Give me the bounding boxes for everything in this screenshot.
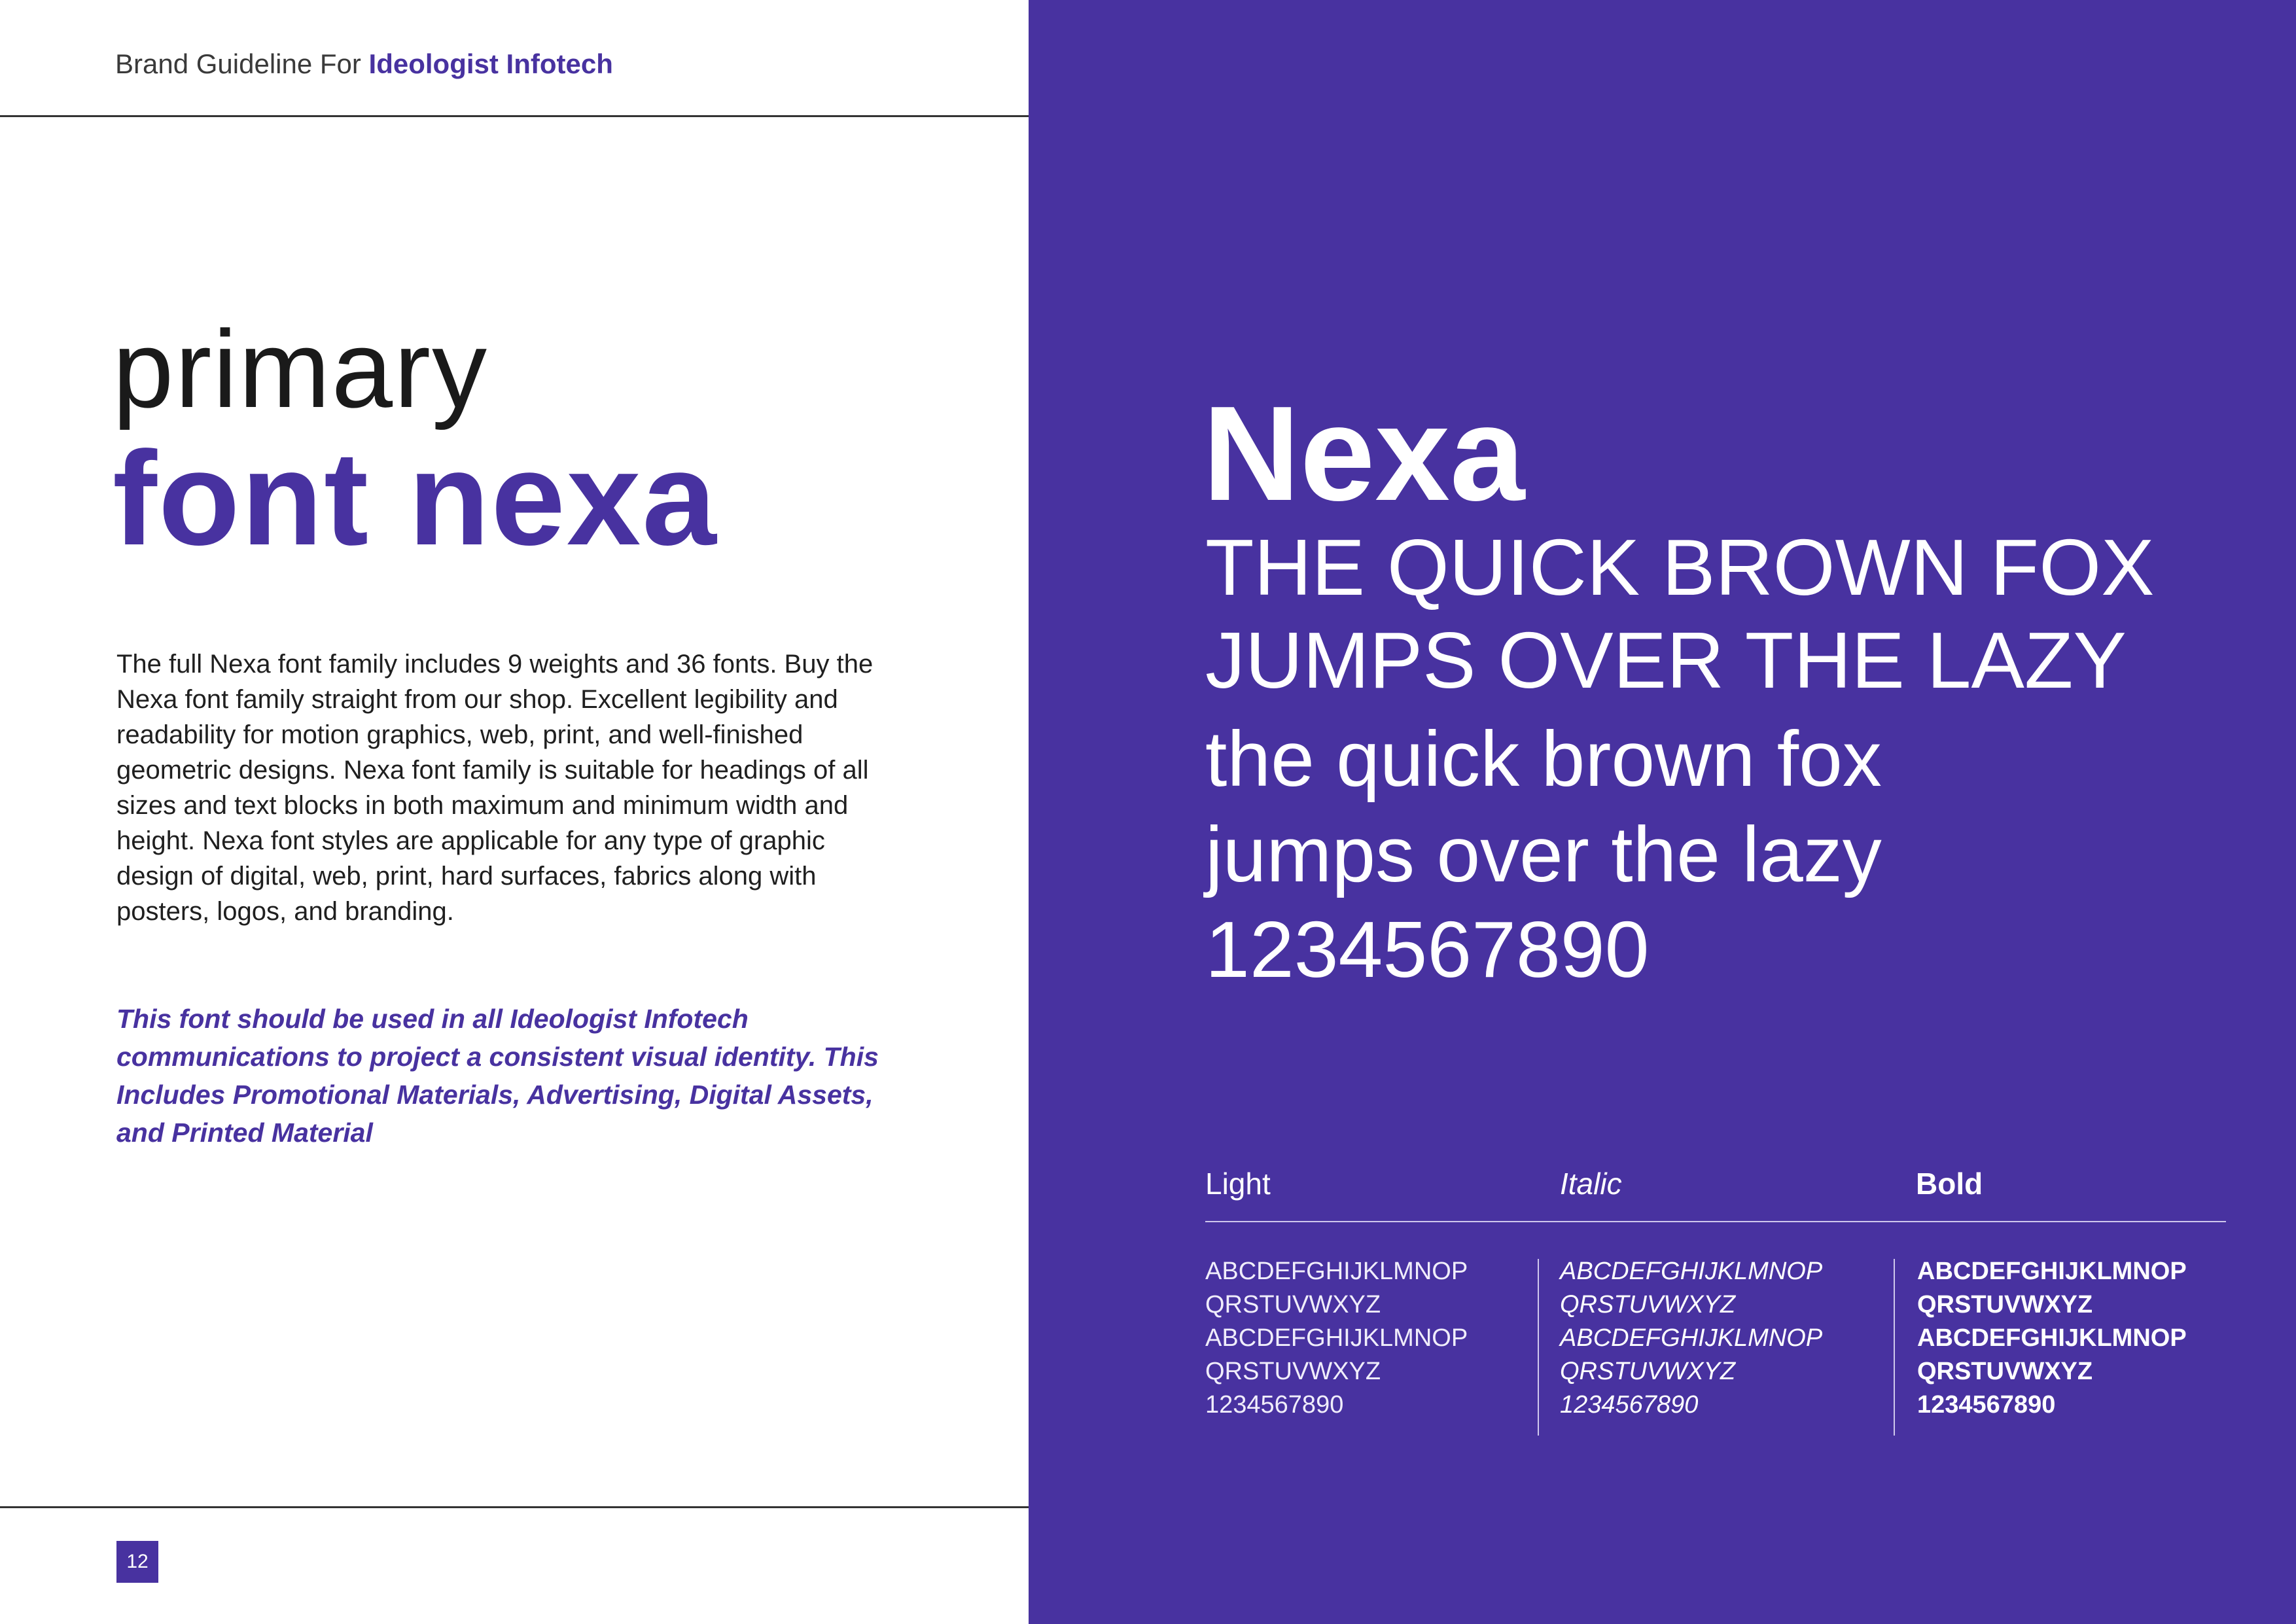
weight-label-light: Light	[1205, 1167, 1271, 1201]
specimen-font-name: Nexa	[1203, 378, 1525, 529]
specimen-uppercase-line-2: JUMPS OVER THE LAZY	[1205, 616, 2127, 705]
alphabet-line: QRSTUVWXYZ	[1560, 1291, 1736, 1318]
specimen-digits: 1234567890	[1205, 905, 1650, 994]
title-font-nexa: font nexa	[113, 424, 718, 573]
header-divider	[0, 115, 1029, 117]
alphabet-line: QRSTUVWXYZ	[1205, 1291, 1381, 1318]
left-page	[0, 0, 1029, 1624]
alphabet-line: QRSTUVWXYZ	[1205, 1358, 1381, 1385]
alphabet-line: 1234567890	[1917, 1391, 2056, 1419]
alphabet-line: ABCDEFGHIJKLMNOP	[1560, 1324, 1823, 1352]
weight-labels-divider	[1205, 1221, 2226, 1222]
usage-note: This font should be used in all Ideologist Infotech communications to project a consistent visual identity. This Includes Promotional Materials, Advertising, Digital Assets, and Printed Material	[116, 1004, 879, 1148]
footer-divider	[0, 1506, 1029, 1508]
alphabet-line: ABCDEFGHIJKLMNOP	[1917, 1258, 2187, 1285]
light-alphabet-sample	[1205, 1255, 1468, 1422]
specimen-lowercase-line-2: jumps over the lazy	[1205, 811, 1882, 898]
italic-alphabet-sample	[1560, 1255, 1822, 1422]
description-paragraph: The full Nexa font family includes 9 weights and 36 fonts. Buy the Nexa font family straight from our shop. Excellent legibility and readability for motion graphics, web, print, and well-ﬁnished geometric designs. Nexa font family is suitable for headings of all sizes and text blocks in both maximum and minimum width and height. Nexa font styles are applicable for any type of graphic design of digital, web, print, hard surfaces, fabrics along with posters, logos, and branding.	[116, 650, 874, 926]
specimen-uppercase-line-1: THE QUICK BROWN FOX	[1205, 523, 2155, 612]
alphabet-line: QRSTUVWXYZ	[1917, 1291, 2093, 1318]
alphabet-line: 1234567890	[1205, 1391, 1344, 1419]
title-primary: primary	[113, 308, 489, 431]
alphabet-line: ABCDEFGHIJKLMNOP	[1205, 1324, 1468, 1352]
weight-label-italic: Italic	[1560, 1167, 1622, 1201]
alphabet-line: QRSTUVWXYZ	[1917, 1358, 2093, 1385]
alphabet-line: ABCDEFGHIJKLMNOP	[1205, 1258, 1468, 1285]
header-brand-name: Ideologist Infotech	[368, 48, 613, 79]
alphabet-line: 1234567890	[1560, 1391, 1699, 1419]
alphabet-line: ABCDEFGHIJKLMNOP	[1560, 1258, 1823, 1285]
specimen-lowercase-line-1: the quick brown fox	[1205, 715, 1882, 803]
bold-alphabet-sample	[1917, 1255, 2187, 1422]
alphabet-line: ABCDEFGHIJKLMNOP	[1917, 1324, 2187, 1352]
column-divider	[1538, 1259, 1539, 1436]
page-number: 12	[116, 1541, 158, 1583]
header-prefix: Brand Guideline For	[115, 48, 361, 79]
alphabet-line: QRSTUVWXYZ	[1560, 1358, 1736, 1385]
column-divider	[1894, 1259, 1895, 1436]
weight-label-bold: Bold	[1916, 1167, 1983, 1201]
page-header	[115, 48, 613, 80]
